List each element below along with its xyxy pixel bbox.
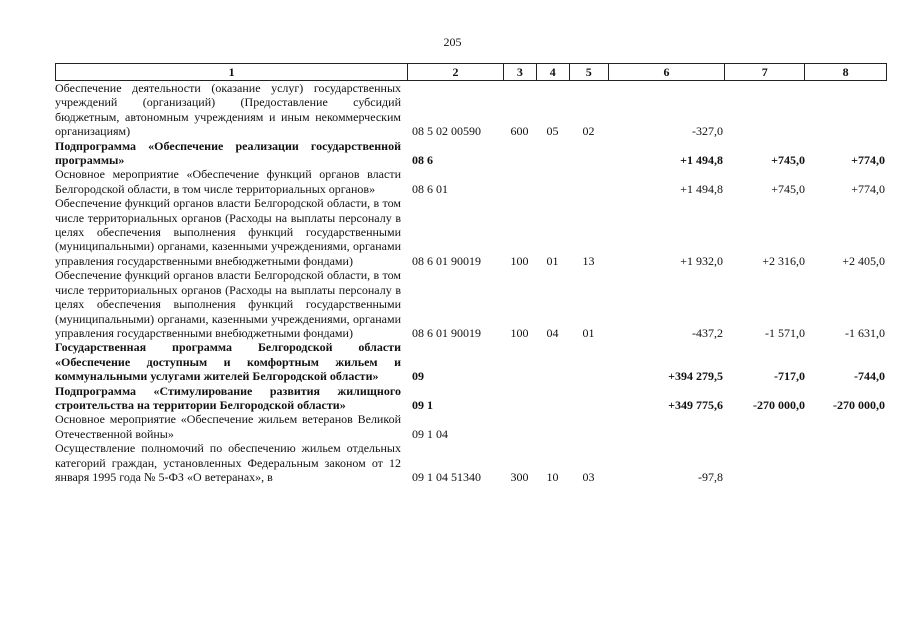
header-col-4: 4 [536, 64, 569, 80]
row-value-1: +1 494,8 [680, 181, 723, 196]
row-name: Государственная программа Белгородской области «Обеспечение доступным и комфортным жильем и коммунальными услугами жителей Белгородской области» [55, 340, 401, 384]
row-value-2: -717,0 [774, 369, 805, 384]
row-name: Обеспечение функций органов власти Белгородской области, в том числе территориальных органов (Расходы на выплаты персоналу в целях обеспечения выполнения функций государственными (муниципальными) органами, казенными учреждениями, органами управления государственными внебюджетными фондами) [55, 196, 401, 268]
row-value-3: -270 000,0 [833, 397, 885, 412]
row-code: 09 1 [412, 397, 433, 412]
row-rz: 05 [546, 124, 559, 139]
row-value-3: +774,0 [851, 153, 885, 168]
row-value-1: +394 279,5 [668, 369, 723, 384]
page-number: 205 [443, 35, 462, 49]
row-name: Осуществление полномочий по обеспечению жильем отдельных категорий граждан, установленных Федеральным законом от 12 января 1995 года № 5-ФЗ «О ветеранах», в [55, 441, 401, 484]
row-name: Подпрограмма «Стимулирование развития жилищного строительства на территории Белгородской области» [55, 383, 401, 412]
table-row [55, 384, 887, 413]
row-value-3: -1 631,0 [845, 325, 885, 340]
row-value-2: -270 000,0 [753, 397, 805, 412]
row-code: 08 6 01 90019 [412, 253, 481, 268]
row-name: Подпрограмма «Обеспечение реализации государственной программы» [55, 138, 401, 168]
row-value-2: +745,0 [771, 181, 805, 196]
row-vr: 300 [510, 469, 529, 484]
row-value-3: +2 405,0 [842, 253, 885, 268]
header-col-2: 2 [407, 64, 503, 80]
table-row [55, 268, 887, 340]
row-code: 08 5 02 00590 [412, 124, 481, 139]
header-col-7: 7 [724, 64, 804, 80]
row-value-2: +745,0 [771, 153, 805, 168]
row-value-1: +349 775,6 [668, 397, 723, 412]
row-name: Обеспечение деятельности (оказание услуг) государственных учреждений (организаций) (Предоставление субсидий бюджетным, автономным учреждениям и иным некоммерческим организациям) [55, 81, 401, 139]
table-row [55, 81, 887, 139]
table-row [55, 167, 887, 196]
budget-table [55, 63, 887, 484]
header-col-1: 1 [228, 65, 235, 79]
header-col-8: 8 [804, 64, 886, 80]
header-col-3: 3 [503, 64, 536, 80]
header-col-5: 5 [569, 64, 608, 80]
row-name: Основное мероприятие «Обеспечение жильем ветеранов Великой Отечественной войны» [55, 412, 401, 441]
row-vr: 100 [510, 253, 529, 268]
row-code: 09 1 04 51340 [412, 469, 481, 484]
row-vr: 100 [510, 325, 529, 340]
row-vr: 600 [510, 124, 529, 139]
table-row [55, 441, 887, 484]
row-value-1: +1 494,8 [680, 153, 723, 168]
row-value-3: -744,0 [854, 369, 885, 384]
row-value-2: +2 316,0 [762, 253, 805, 268]
row-name: Обеспечение функций органов власти Белгородской области, в том числе территориальных органов (Расходы на выплаты персоналу в целях обеспечения выполнения функций государственными (муниципальными) органами, казенными учреждениями, органами управления государственными внебюджетными фондами) [55, 268, 401, 340]
header-col-6: 6 [608, 64, 725, 80]
row-pr: 03 [582, 469, 595, 484]
row-value-1: +1 932,0 [680, 253, 723, 268]
row-value-2: -1 571,0 [765, 325, 805, 340]
row-code: 08 6 01 [412, 181, 448, 196]
row-rz: 04 [546, 325, 559, 340]
table-header [55, 63, 887, 81]
row-rz: 01 [546, 253, 559, 268]
row-rz: 10 [546, 469, 559, 484]
row-code: 08 6 [412, 153, 433, 168]
row-value-1: -327,0 [692, 124, 723, 139]
row-value-1: -437,2 [692, 325, 723, 340]
row-value-3: +774,0 [851, 181, 885, 196]
row-pr: 13 [582, 253, 595, 268]
row-name: Основное мероприятие «Обеспечение функций органов власти Белгородской области, в том числе территориальных органов» [55, 167, 401, 196]
row-pr: 01 [582, 325, 595, 340]
table-row [55, 196, 887, 268]
row-code: 09 [412, 369, 424, 384]
row-code: 08 6 01 90019 [412, 325, 481, 340]
row-code: 09 1 04 [412, 426, 448, 441]
row-pr: 02 [582, 124, 595, 139]
table-row [55, 139, 887, 168]
table-row [55, 412, 887, 441]
table-row [55, 340, 887, 383]
row-value-1: -97,8 [698, 469, 723, 484]
